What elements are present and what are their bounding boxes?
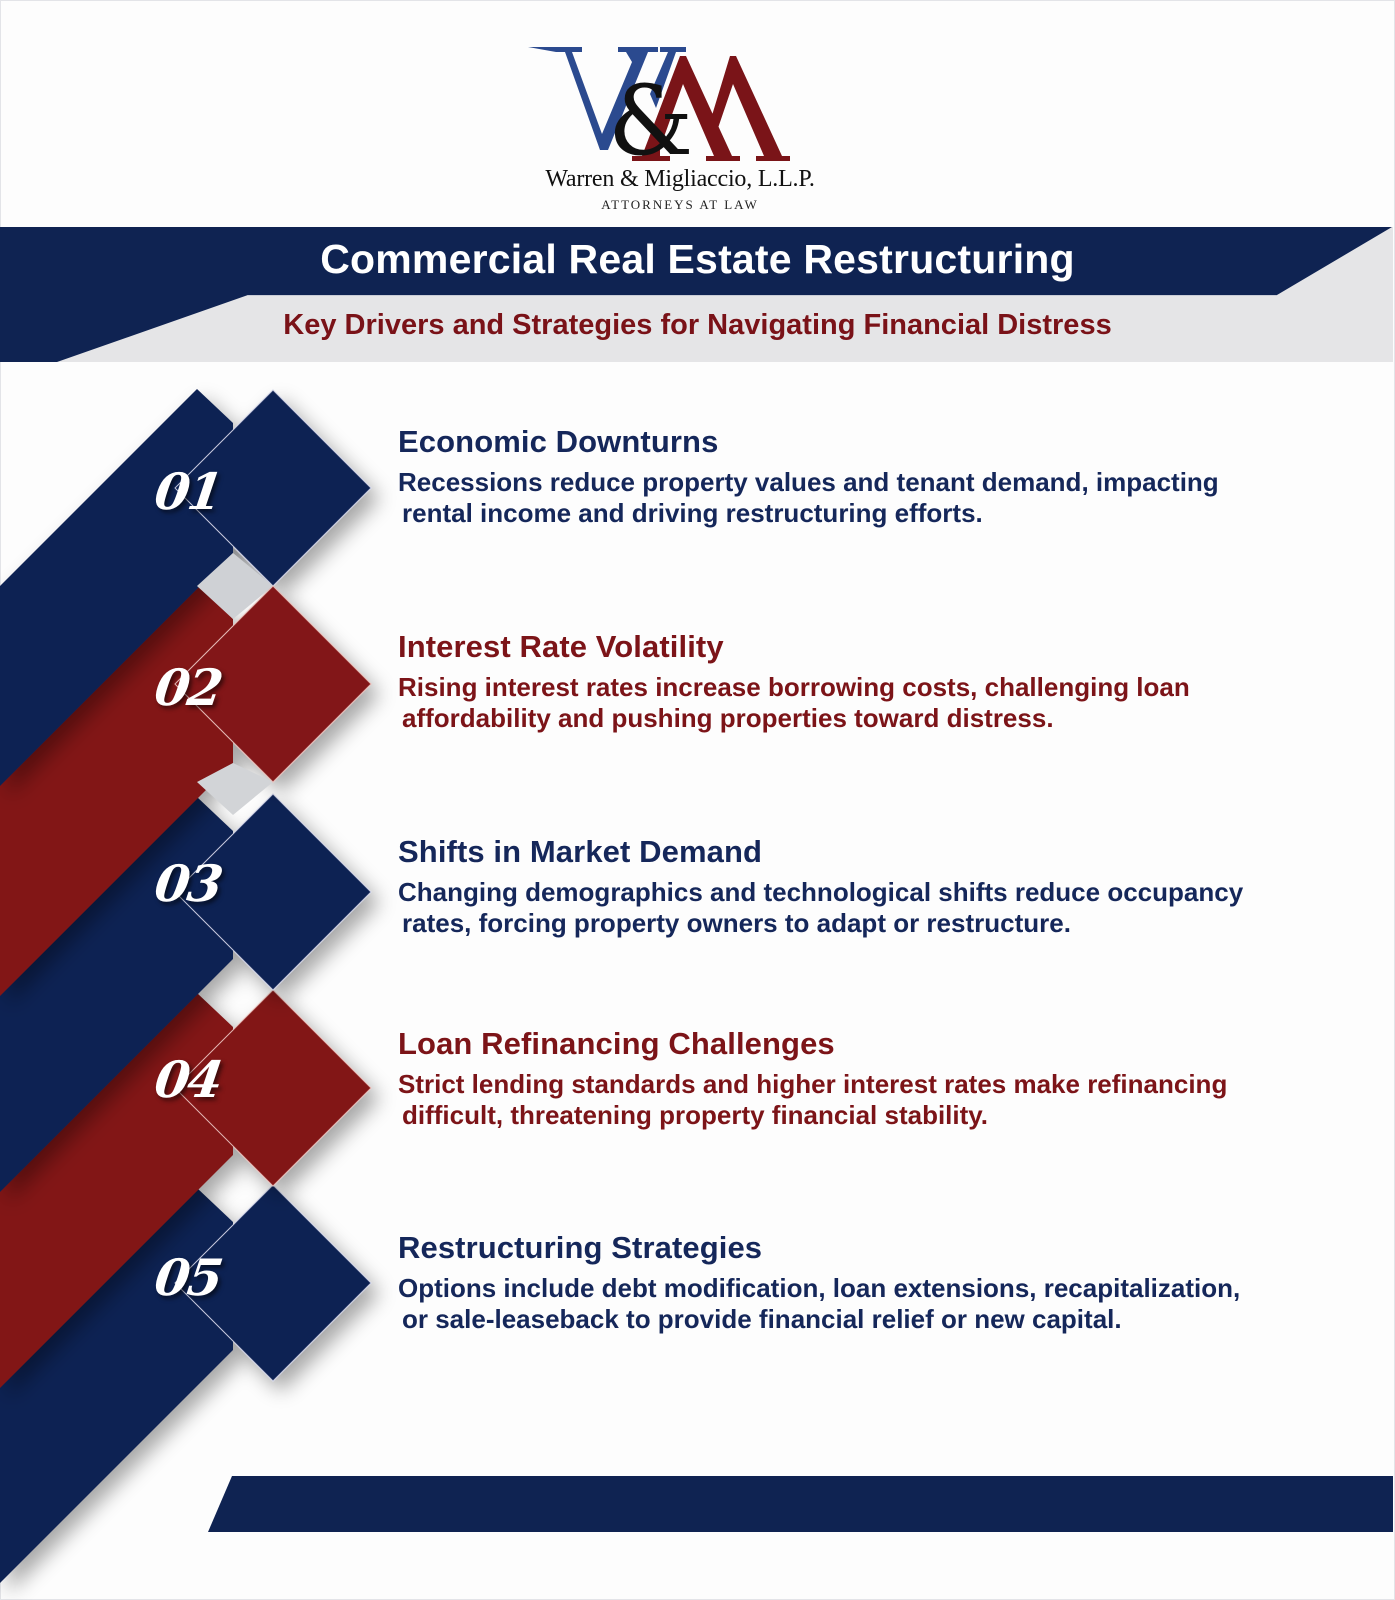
page-subtitle: Key Drivers and Strategies for Navigating Financial Distress [283,309,1112,341]
step-number-01: 01 [151,462,225,521]
item-description [398,672,1358,734]
step-number-05: 05 [151,1248,225,1307]
item-loan-refinancing-challenges [398,1026,1358,1131]
footer-bar [0,1476,1395,1536]
page-title: Commercial Real Estate Restructuring [320,236,1075,282]
item-description [398,1069,1358,1131]
item-description-line-1: Recessions reduce property values and tenant demand, impacting [398,467,1219,497]
item-title: Interest Rate Volatility [398,629,724,664]
item-restructuring-strategies [398,1230,1358,1335]
item-description-line-2: difficult, threatening property financial stability. [402,1100,989,1130]
item-description [398,1273,1358,1335]
item-description [398,877,1358,939]
item-description [398,467,1358,529]
item-description-line-1: Changing demographics and technological shifts reduce occupancy [398,877,1244,907]
item-shifts-in-market-demand [398,834,1358,939]
item-description-line-2: rates, forcing property owners to adapt or restructure. [402,908,1071,938]
item-description-line-2: affordability and pushing properties toward distress. [402,703,1054,733]
firm-name: Warren & Migliaccio, L.L.P. [545,166,815,192]
item-description-line-2: or sale-leaseback to provide financial relief or new capital. [402,1304,1122,1334]
item-title: Economic Downturns [398,424,719,459]
item-description-line-1: Rising interest rates increase borrowing costs, challenging loan [398,672,1190,702]
item-description-line-1: Options include debt modification, loan extensions, recapitalization, [398,1273,1241,1303]
item-title: Restructuring Strategies [398,1230,763,1265]
item-title: Shifts in Market Demand [398,834,763,869]
step-number-02: 02 [151,658,225,717]
item-description-line-2: rental income and driving restructuring efforts. [402,498,983,528]
step-number-04: 04 [151,1050,225,1109]
svg-text:&: & [608,65,694,168]
item-description-line-1: Strict lending standards and higher interest rates make refinancing [398,1069,1228,1099]
item-interest-rate-volatility [398,629,1358,734]
firm-tagline: ATTORNEYS AT LAW [601,197,759,212]
item-economic-downturns [398,424,1358,529]
item-title: Loan Refinancing Challenges [398,1026,835,1061]
step-number-03: 03 [151,854,225,913]
